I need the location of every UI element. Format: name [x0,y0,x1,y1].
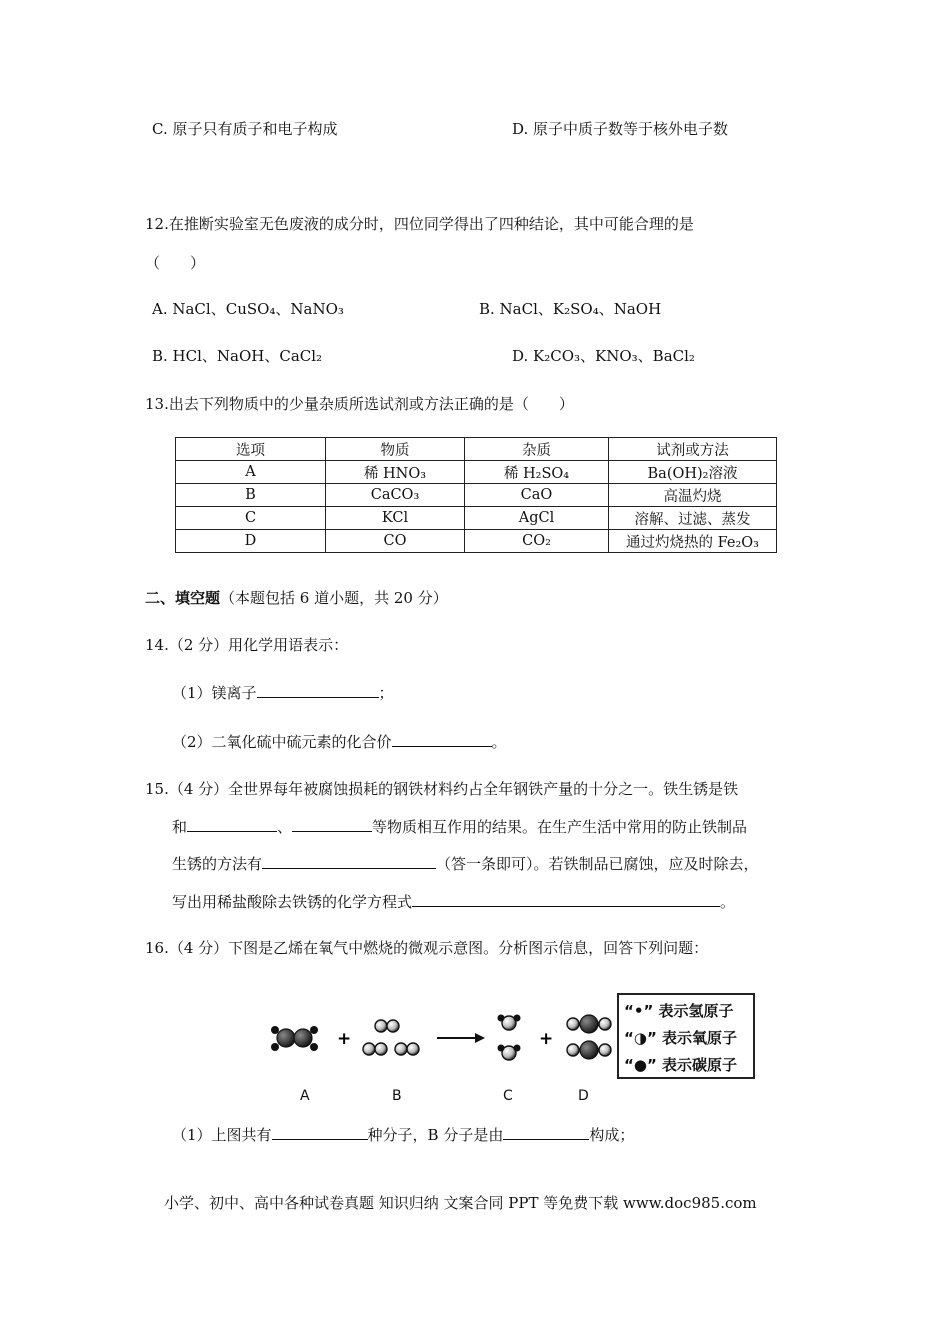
table-cell: KCl [326,507,465,530]
answer-blank[interactable] [272,1124,368,1140]
q15-text: 。 [720,893,736,911]
legend-hydrogen: “•” 表示氢原子 [624,1002,734,1020]
section-note: （本题包括 6 道小题，共 20 分） [220,589,448,607]
molecule-label-b: B [392,1088,402,1104]
q15-text: （答一条即可）。若铁制品已腐蚀，应及时除去， [436,855,759,873]
q14-part2-text: （2）二氧化硫中硫元素的化合价 [172,733,392,751]
legend-carbon: “●” 表示碳原子 [624,1056,738,1074]
q14-stem: 14.（2 分）用化学用语表示： [145,636,349,654]
q14-part1 [172,682,394,703]
plus-sign: + [539,1029,554,1049]
q15-text: 、 [277,818,293,836]
table-cell: C [176,507,326,530]
table-cell: CO [326,530,465,553]
reaction-arrow-icon [437,1033,485,1043]
q16-text: （1）上图共有 [172,1126,272,1144]
q15-text: 和 [172,818,188,836]
molecule-label-c: C [503,1088,513,1104]
answer-blank[interactable] [412,891,720,907]
table-cell: 通过灼烧热的 Fe₂O₃ [609,530,777,553]
q11-option-c: C. 原子只有质子和电子构成 [152,120,338,138]
q14-part1-end: ； [378,684,394,702]
table-cell: CaCO₃ [326,484,465,507]
table-cell: CaO [465,484,609,507]
table-cell: 稀 HNO₃ [326,461,465,484]
q15-text: 生锈的方法有 [172,855,263,873]
table-header-cell: 杂质 [465,438,609,461]
table-row [176,461,777,484]
q15-line2 [172,816,747,837]
molecule-c-water [498,1015,521,1061]
q12-option-a: A. NaCl、CuSO₄、NaNO₃ [152,300,344,318]
molecule-d-carbon-dioxide [567,1015,611,1059]
table-cell: B [176,484,326,507]
table-header-cell: 试剂或方法 [609,438,777,461]
answer-blank[interactable] [262,853,436,869]
section-title: 二、填空题 [145,589,221,607]
q15-text: 等物质相互作用的结果。在生产生活中常用的防止铁制品 [372,818,748,836]
q16-text: 构成； [589,1126,635,1144]
table-cell: 高温灼烧 [609,484,777,507]
combustion-micro-diagram [265,985,615,1110]
answer-blank[interactable] [292,816,372,832]
q14-part2-end: 。 [491,733,507,751]
q15-text: 写出用稀盐酸除去铁锈的化学方程式 [172,893,413,911]
table-cell: 溶解、过滤、蒸发 [609,507,777,530]
q13-stem: 13.出去下列物质中的少量杂质所选试剂或方法正确的是（ ） [145,395,574,413]
q12-option-c: B. HCl、NaOH、CaCl₂ [152,347,323,365]
answer-blank[interactable] [257,682,379,698]
table-header-cell: 物质 [326,438,465,461]
q12-option-b: B. NaCl、K₂SO₄、NaOH [479,300,662,318]
answer-blank[interactable] [503,1124,589,1140]
molecule-b-oxygen [363,1020,419,1055]
molecule-label-a: A [300,1088,310,1104]
q12-paren: （ ） [145,254,206,272]
q15-line4 [172,891,735,912]
table-cell: CO₂ [465,530,609,553]
q12-stem: 12.在推断实验室无色废液的成分时，四位同学得出了四种结论，其中可能合理的是 [145,215,694,233]
table-header-row [176,438,777,461]
q16-stem: 16.（4 分）下图是乙烯在氧气中燃烧的微观示意图。分析图示信息，回答下列问题： [145,939,709,957]
q16-part1 [172,1124,634,1145]
table-cell: 稀 H₂SO₄ [465,461,609,484]
table-cell: D [176,530,326,553]
table-cell: AgCl [465,507,609,530]
section-heading [145,587,448,608]
q12-option-d: D. K₂CO₃、KNO₃、BaCl₂ [512,347,695,365]
q11-option-d: D. 原子中质子数等于核外电子数 [512,120,729,138]
table-row [176,484,777,507]
answer-blank[interactable] [392,731,492,747]
table-cell: Ba(OH)₂溶液 [609,461,777,484]
table-row [176,530,777,553]
legend-oxygen: “◑” 表示氧原子 [624,1029,738,1047]
q16-text: 种分子，B 分子是由 [367,1126,504,1144]
table-cell: A [176,461,326,484]
q14-part2 [172,731,507,752]
table-row [176,507,777,530]
q15-line3 [172,853,759,874]
footer: 小学、初中、高中各种试卷真题 知识归纳 文案合同 PPT 等免费下载 www.doc985.com [164,1194,757,1212]
molecule-label-d: D [578,1088,589,1104]
answer-blank[interactable] [187,816,277,832]
q14-part1-text: （1）镁离子 [172,684,257,702]
atom-legend [617,993,755,1079]
plus-sign: + [337,1029,352,1049]
q13-options-table [175,437,777,553]
table-header-cell: 选项 [176,438,326,461]
molecule-a-ethylene [271,1026,318,1051]
q15-line1: 15.（4 分）全世界每年被腐蚀损耗的钢铁材料约占全年钢铁产量的十分之一。铁生锈是铁 [145,780,739,798]
